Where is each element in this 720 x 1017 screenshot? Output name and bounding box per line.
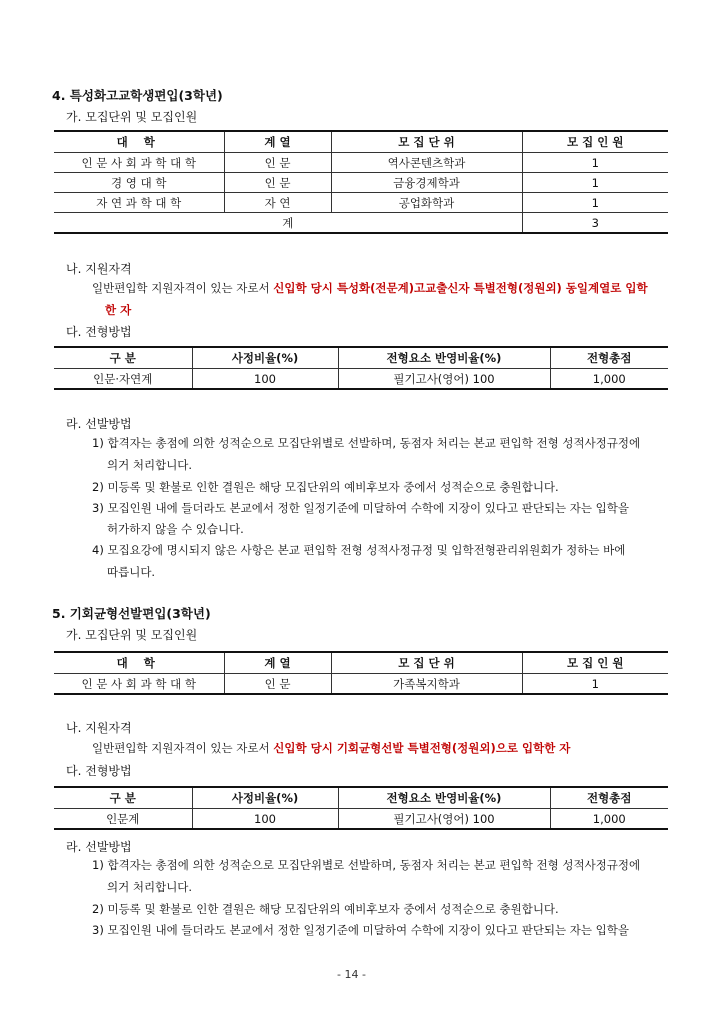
cell-total-score: 1,000 xyxy=(550,809,668,830)
section-4-title: 4. 특성화고교학생편입(3학년) xyxy=(52,88,223,103)
table-total-row xyxy=(54,213,668,234)
section-4-a-title: 가. 모집단위 및 모집인원 xyxy=(66,110,198,124)
cell-field: 자 연 xyxy=(224,193,331,213)
table-row xyxy=(54,674,668,695)
cell-college: 자 연 과 학 대 학 xyxy=(54,193,224,213)
list-item: 1) 합격자는 총점에 의한 성적순으로 모집단위별로 선발하며, 동점자 처리는 본교 편입학 전형 성적사정규정에 xyxy=(92,436,641,450)
cell-field: 인 문 xyxy=(224,153,331,173)
table-header-row xyxy=(54,347,668,369)
section-4-quota-table xyxy=(54,130,668,234)
list-item: 3) 모집인원 내에 들더라도 본교에서 정한 일정기준에 미달하여 수학에 지장이 있다고 판단되는 자는 입학을 xyxy=(92,923,630,937)
header-category: 구 분 xyxy=(54,347,192,369)
header-ratio: 사정비율(%) xyxy=(192,347,338,369)
list-item: 3) 모집인원 내에 들더라도 본교에서 정한 일정기준에 미달하여 수학에 지장이 있다고 판단되는 자는 입학을 xyxy=(92,501,630,515)
list-item: 따릅니다. xyxy=(107,565,156,579)
section-5-b-title: 나. 지원자격 xyxy=(66,721,132,735)
list-item: 4) 모집요강에 명시되지 않은 사항은 본교 편입학 전형 성적사정규정 및 입학전형관리위원회가 정하는 바에 xyxy=(92,543,626,557)
header-total-score: 전형총점 xyxy=(550,347,668,369)
section-4-b-text xyxy=(92,278,648,299)
header-weight: 전형요소 반영비율(%) xyxy=(338,787,550,809)
eligibility-prefix: 일반편입학 지원자격이 있는 자로서 xyxy=(92,281,274,295)
total-label: 계 xyxy=(54,213,522,234)
table-header-row xyxy=(54,787,668,809)
cell-college: 인 문 사 회 과 학 대 학 xyxy=(54,674,224,695)
cell-quota: 1 xyxy=(522,674,668,695)
list-item: 1) 합격자는 총점에 의한 성적순으로 모집단위별로 선발하며, 동점자 처리는 본교 편입학 전형 성적사정규정에 xyxy=(92,858,641,872)
cell-total-score: 1,000 xyxy=(550,369,668,390)
table-row xyxy=(54,193,668,213)
list-item: 의거 처리합니다. xyxy=(107,458,193,472)
cell-college: 경 영 대 학 xyxy=(54,173,224,193)
section-5-c-title: 다. 전형방법 xyxy=(66,764,132,778)
header-college: 대 학 xyxy=(54,652,224,674)
section-5-method-table xyxy=(54,786,668,830)
section-4-method-table xyxy=(54,346,668,390)
table-header-row xyxy=(54,131,668,153)
header-category: 구 분 xyxy=(54,787,192,809)
cell-field: 인 문 xyxy=(224,173,331,193)
cell-quota: 1 xyxy=(522,173,668,193)
section-5-quota-table xyxy=(54,651,668,695)
cell-college: 인 문 사 회 과 학 대 학 xyxy=(54,153,224,173)
section-5-title: 5. 기회균형선발편입(3학년) xyxy=(52,606,211,621)
eligibility-prefix: 일반편입학 지원자격이 있는 자로서 xyxy=(92,741,274,755)
section-4-b-text-cont: 한 자 xyxy=(105,303,132,317)
header-ratio: 사정비율(%) xyxy=(192,787,338,809)
table-row xyxy=(54,809,668,830)
cell-quota: 1 xyxy=(522,153,668,173)
list-item: 2) 미등록 및 환불로 인한 결원은 해당 모집단위의 예비후보자 중에서 성적순으로 충원합니다. xyxy=(92,902,559,916)
section-5-b-text xyxy=(92,738,570,759)
cell-ratio: 100 xyxy=(192,369,338,390)
cell-field: 인 문 xyxy=(224,674,331,695)
list-item: 허가하지 않을 수 있습니다. xyxy=(107,522,244,536)
header-quota: 모 집 인 원 xyxy=(522,652,668,674)
header-quota: 모 집 인 원 xyxy=(522,131,668,153)
cell-unit: 가족복지학과 xyxy=(331,674,522,695)
eligibility-highlight: 신입학 당시 특성화(전문계)고교출신자 특별전형(정원외) 동일계열로 입학 xyxy=(273,281,648,295)
section-5-a-title: 가. 모집단위 및 모집인원 xyxy=(66,628,198,642)
header-college: 대 학 xyxy=(54,131,224,153)
list-item: 의거 처리합니다. xyxy=(107,880,193,894)
cell-ratio: 100 xyxy=(192,809,338,830)
cell-category: 인문계 xyxy=(54,809,192,830)
section-5-d-title: 라. 선발방법 xyxy=(66,840,132,854)
header-field: 계 열 xyxy=(224,652,331,674)
table-row xyxy=(54,153,668,173)
cell-quota: 1 xyxy=(522,193,668,213)
header-weight: 전형요소 반영비율(%) xyxy=(338,347,550,369)
cell-unit: 공업화학과 xyxy=(331,193,522,213)
section-4-c-title: 다. 전형방법 xyxy=(66,325,132,339)
header-unit: 모 집 단 위 xyxy=(331,131,522,153)
eligibility-highlight: 신입학 당시 기회균형선발 특별전형(정원외)으로 입학한 자 xyxy=(273,741,571,755)
page-number: - 14 - xyxy=(337,968,366,981)
cell-unit: 역사콘텐츠학과 xyxy=(331,153,522,173)
table-header-row xyxy=(54,652,668,674)
cell-weight: 필기고사(영어) 100 xyxy=(338,809,550,830)
header-unit: 모 집 단 위 xyxy=(331,652,522,674)
cell-unit: 금융경제학과 xyxy=(331,173,522,193)
cell-weight: 필기고사(영어) 100 xyxy=(338,369,550,390)
table-row xyxy=(54,369,668,390)
table-row xyxy=(54,173,668,193)
header-field: 계 열 xyxy=(224,131,331,153)
total-value: 3 xyxy=(522,213,668,234)
cell-category: 인문·자연계 xyxy=(54,369,192,390)
list-item: 2) 미등록 및 환불로 인한 결원은 해당 모집단위의 예비후보자 중에서 성적순으로 충원합니다. xyxy=(92,480,559,494)
section-4-d-title: 라. 선발방법 xyxy=(66,417,132,431)
header-total-score: 전형총점 xyxy=(550,787,668,809)
section-4-b-title: 나. 지원자격 xyxy=(66,262,132,276)
